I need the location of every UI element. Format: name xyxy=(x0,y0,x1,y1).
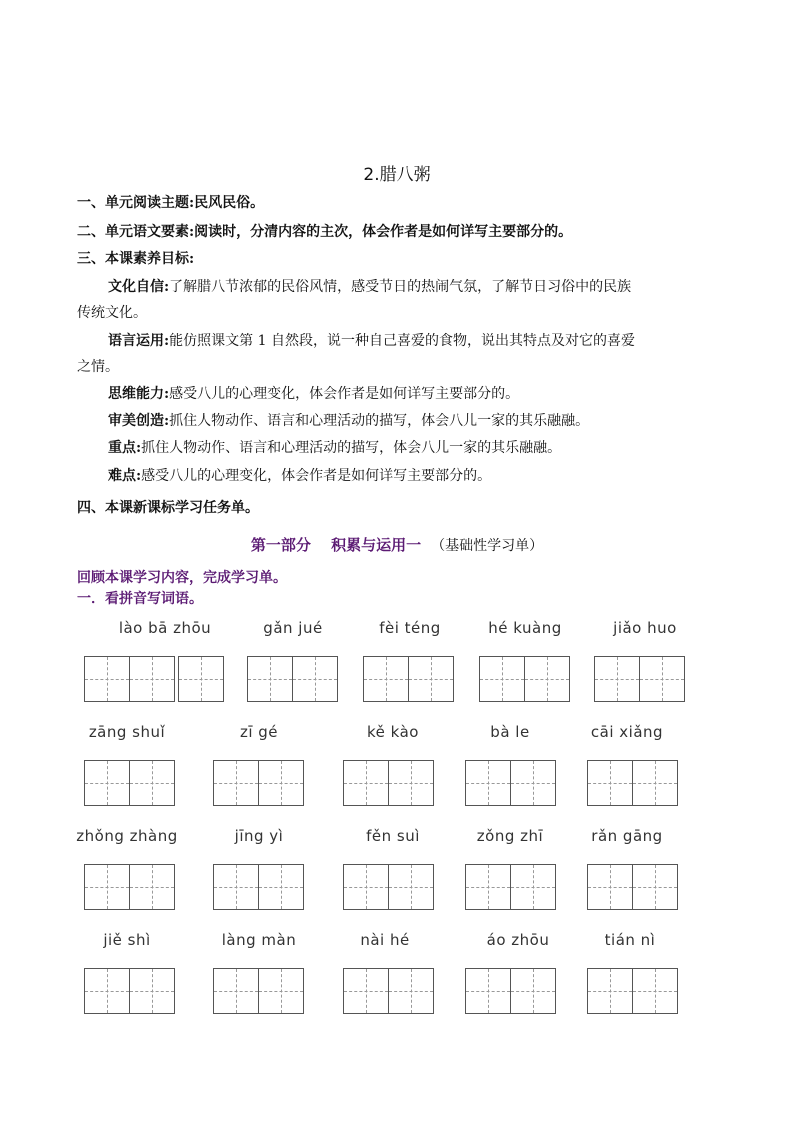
writing-grid[interactable] xyxy=(84,656,224,702)
goal-culture xyxy=(108,276,631,296)
writing-grid[interactable] xyxy=(587,864,678,910)
key-point xyxy=(108,437,561,457)
pinyin-label: fěn suì xyxy=(366,827,420,845)
key-point-label: 重点: xyxy=(108,440,142,456)
writing-grid[interactable] xyxy=(213,760,304,806)
writing-grid[interactable] xyxy=(84,864,175,910)
goal-culture-text: 了解腊八节浓郁的民俗风情，感受节日的热闹气氛，了解节日习俗中的民族 xyxy=(169,279,632,295)
part-heading xyxy=(0,534,794,555)
difficulty-label: 难点: xyxy=(108,468,142,484)
pinyin-label: jiǎo huo xyxy=(613,619,677,637)
pinyin-label: rǎn gāng xyxy=(591,827,663,845)
task-list-heading: 四、本课新课标学习任务单。 xyxy=(77,500,259,516)
pinyin-label: fèi téng xyxy=(379,619,441,637)
goal-thinking-label: 思维能力: xyxy=(108,386,170,402)
unit-element-text: 阅读时，分清内容的主次，体会作者是如何详写主要部分的。 xyxy=(194,224,573,240)
exercise-title: 一．看拼音写词语。 xyxy=(77,591,203,607)
part-title: 第一部分 积累与运用一 xyxy=(250,536,422,554)
unit-element-label: 二、单元语文要素: xyxy=(77,224,195,240)
goal-culture-label: 文化自信: xyxy=(108,279,170,295)
difficulty xyxy=(108,465,491,485)
pinyin-label: áo zhōu xyxy=(486,931,550,949)
pinyin-label: cāi xiǎng xyxy=(590,723,664,741)
pinyin-label: zī gé xyxy=(239,723,279,741)
writing-grid[interactable] xyxy=(343,968,434,1014)
page-title: 2.腊八粥 xyxy=(363,165,431,185)
pinyin-label: bà le xyxy=(490,723,530,741)
goal-language-label: 语言运用: xyxy=(108,333,170,349)
key-point-text: 抓住人物动作、语言和心理活动的描写，体会八儿一家的其乐融融。 xyxy=(141,440,562,456)
pinyin-label: làng màn xyxy=(221,931,297,949)
goal-aesthetic xyxy=(108,410,589,430)
pinyin-label: jiě shì xyxy=(103,931,151,949)
pinyin-label: nài hé xyxy=(360,931,410,949)
goals-heading: 三、本课素养目标: xyxy=(77,251,195,267)
pinyin-label: gǎn jué xyxy=(263,619,323,637)
writing-grid[interactable] xyxy=(213,968,304,1014)
goal-language xyxy=(108,330,635,350)
pinyin-label: jīng yì xyxy=(234,827,284,845)
difficulty-text: 感受八儿的心理变化，体会作者是如何详写主要部分的。 xyxy=(141,468,492,484)
goal-aesthetic-label: 审美创造: xyxy=(108,413,170,429)
instruction: 回顾本课学习内容，完成学习单。 xyxy=(77,570,287,586)
goal-language-cont: 之情。 xyxy=(77,359,119,375)
goal-culture-cont: 传统文化。 xyxy=(77,305,147,321)
pinyin-label: hé kuàng xyxy=(488,619,562,637)
goal-thinking-text: 感受八儿的心理变化，体会作者是如何详写主要部分的。 xyxy=(169,386,520,402)
writing-grid[interactable] xyxy=(465,864,556,910)
unit-theme-label: 一、单元阅读主题: xyxy=(77,195,195,211)
writing-grid[interactable] xyxy=(479,656,570,702)
writing-grid[interactable] xyxy=(343,864,434,910)
pinyin-label: zhǒng zhàng xyxy=(76,827,178,845)
writing-grid[interactable] xyxy=(465,968,556,1014)
writing-grid[interactable] xyxy=(587,760,678,806)
unit-element xyxy=(77,221,572,241)
unit-theme-text: 民风民俗。 xyxy=(194,195,265,211)
writing-grid[interactable] xyxy=(587,968,678,1014)
goal-thinking xyxy=(108,383,519,403)
writing-grid[interactable] xyxy=(84,968,175,1014)
pinyin-label: zǒng zhī xyxy=(476,827,544,845)
goal-language-text: 能仿照课文第 1 自然段，说一种自己喜爱的食物，说出其特点及对它的喜爱 xyxy=(169,333,635,349)
pinyin-label: kě kào xyxy=(367,723,419,741)
pinyin-label: lào bā zhōu xyxy=(118,619,212,637)
writing-grid[interactable] xyxy=(465,760,556,806)
writing-grid[interactable] xyxy=(213,864,304,910)
writing-grid[interactable] xyxy=(84,760,175,806)
writing-grid[interactable] xyxy=(363,656,454,702)
pinyin-label: zāng shuǐ xyxy=(88,723,166,741)
goal-aesthetic-text: 抓住人物动作、语言和心理活动的描写，体会八儿一家的其乐融融。 xyxy=(169,413,590,429)
writing-grid[interactable] xyxy=(247,656,338,702)
part-tag: （基础性学习单） xyxy=(431,538,544,554)
unit-theme xyxy=(77,192,264,212)
writing-grid[interactable] xyxy=(343,760,434,806)
pinyin-label: tián nì xyxy=(604,931,656,949)
writing-grid[interactable] xyxy=(594,656,685,702)
